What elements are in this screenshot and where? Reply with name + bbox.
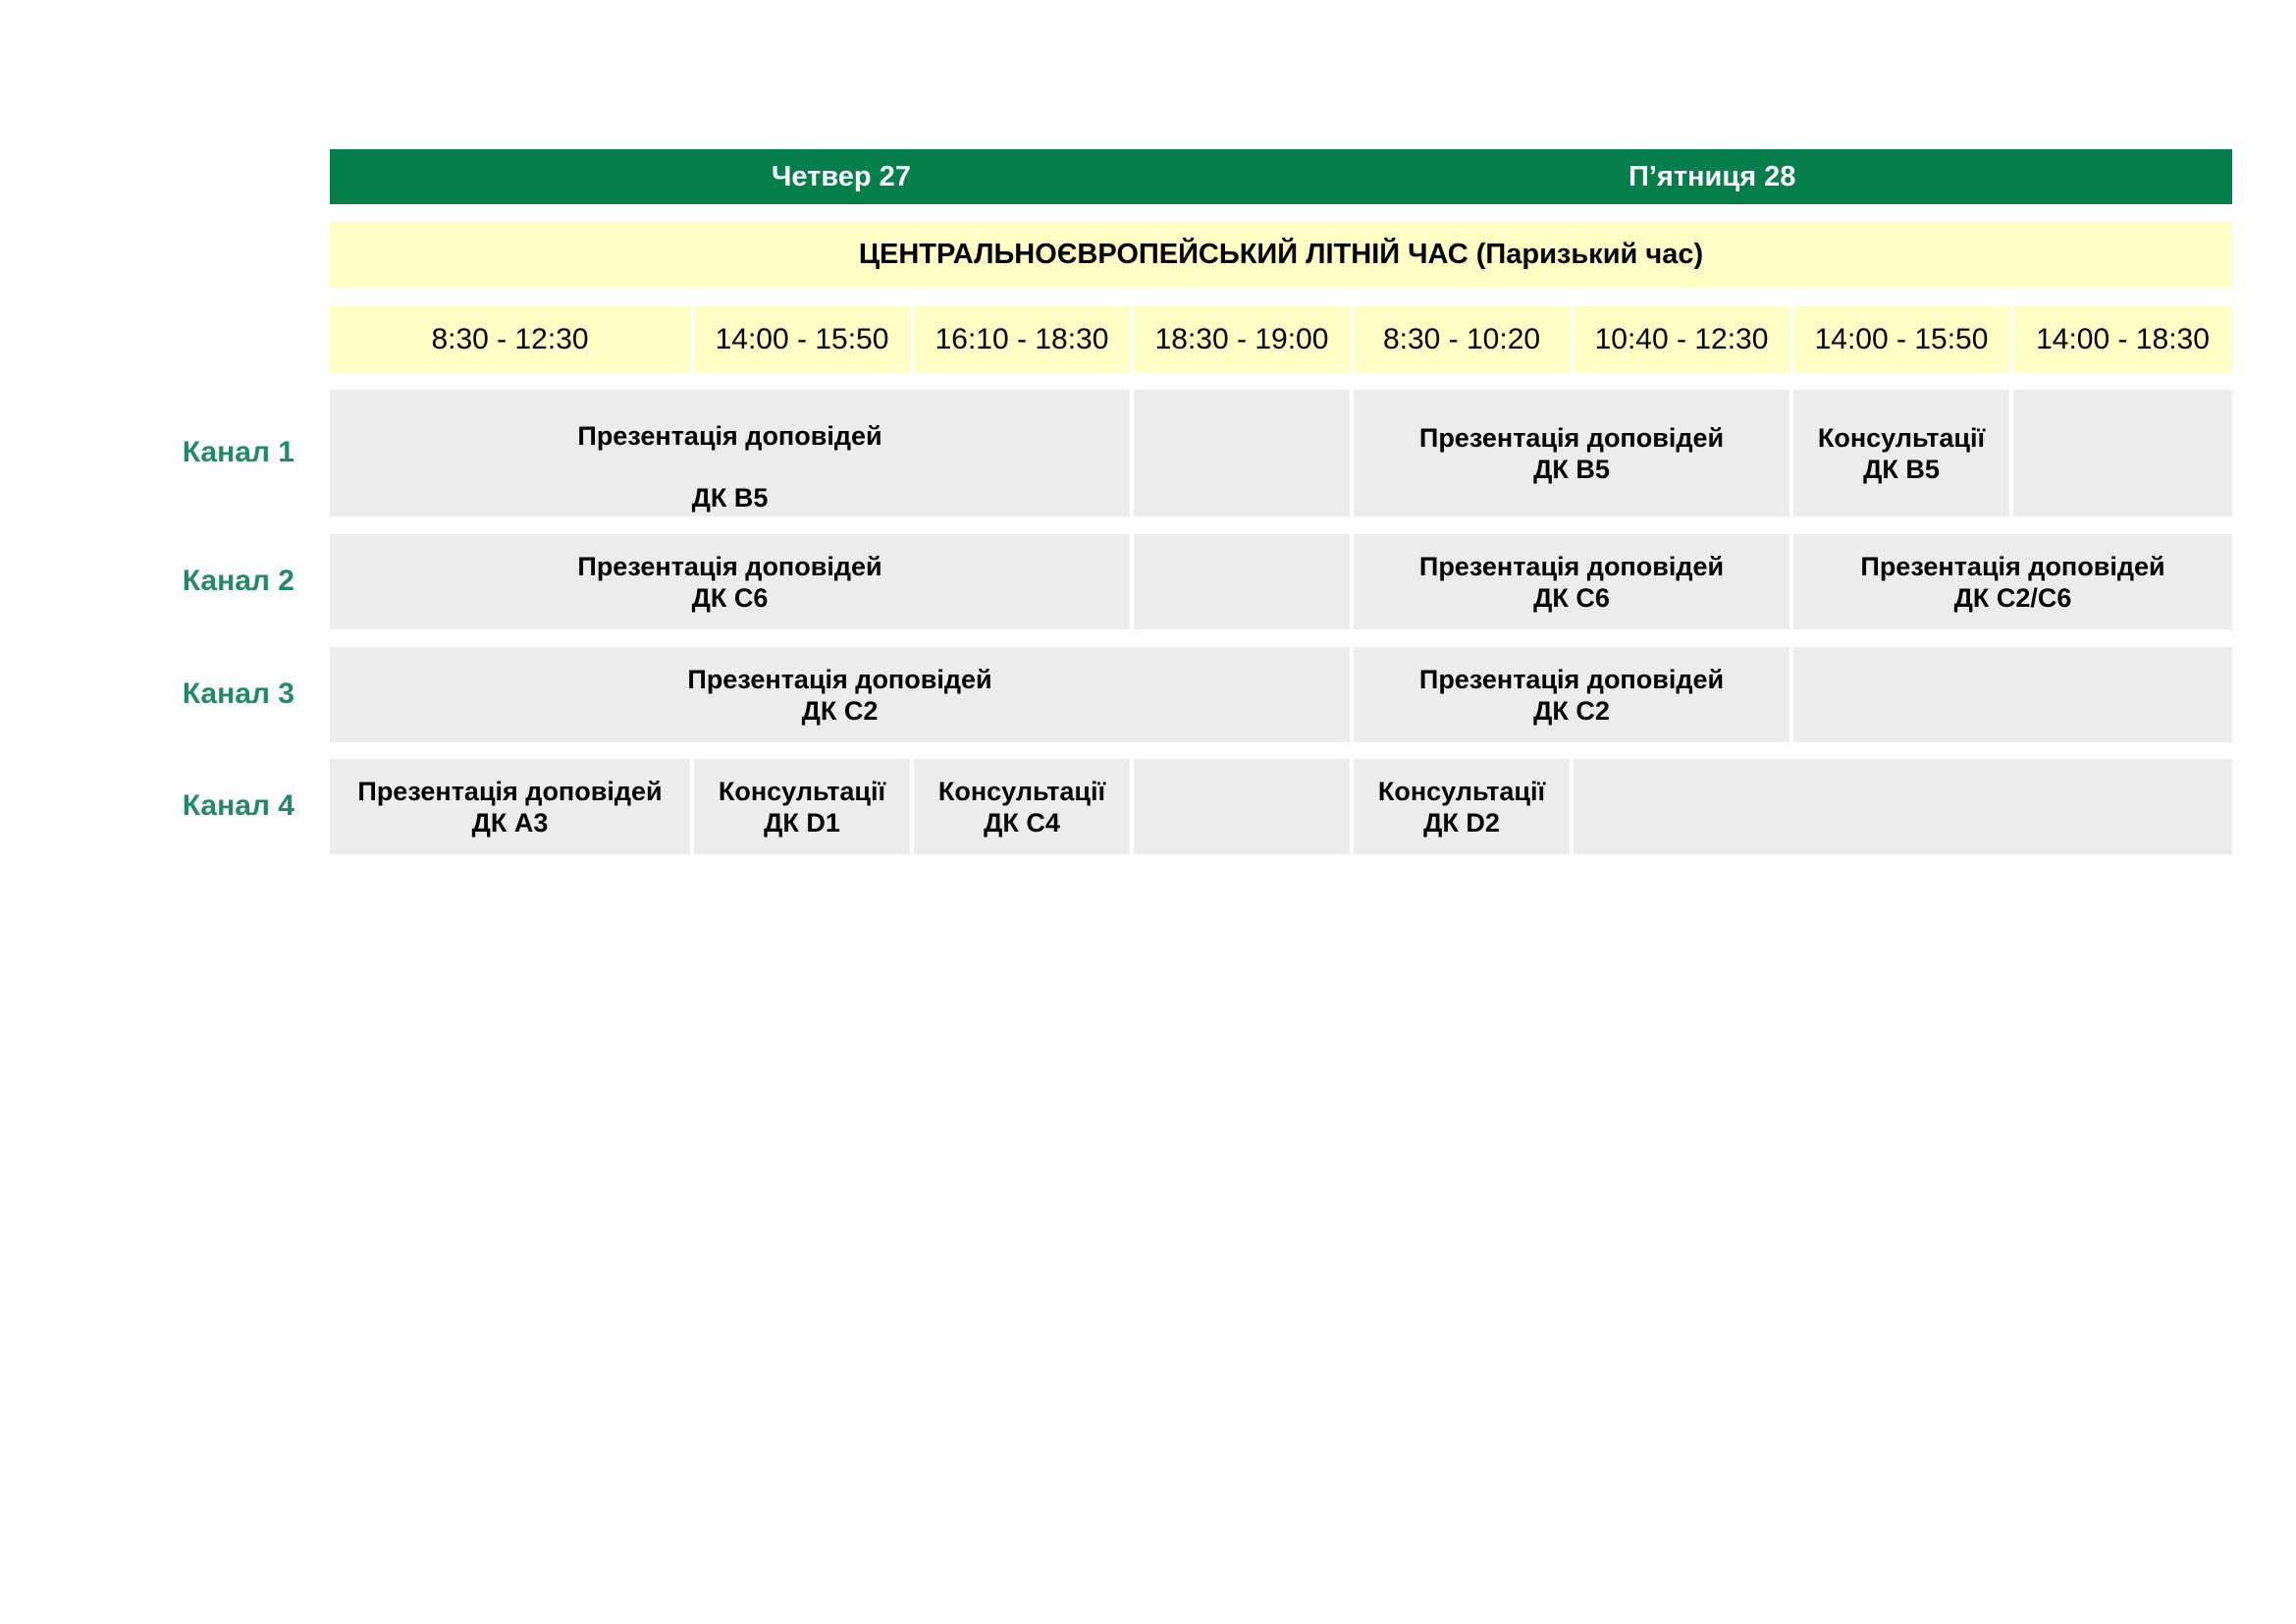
empty-cell xyxy=(1574,759,2232,854)
session-cell xyxy=(1793,390,2009,516)
session-room: ДК A3 xyxy=(471,807,549,838)
session-text xyxy=(577,406,881,529)
session-room: ДК B5 xyxy=(691,483,769,513)
session-title: Презентація доповідей xyxy=(1418,551,1725,581)
time-slot: 16:10 - 18:30 xyxy=(914,306,1130,372)
session-text xyxy=(1818,422,1985,485)
session-title: Презентація доповідей xyxy=(577,551,882,581)
session-cell xyxy=(1354,534,1789,629)
time-slot: 18:30 - 19:00 xyxy=(1134,306,1350,372)
session-text xyxy=(1860,551,2164,614)
session-title: Презентація доповідей xyxy=(577,421,882,451)
session-text xyxy=(577,551,881,614)
session-room: ДК C6 xyxy=(691,582,769,613)
session-cell xyxy=(330,759,690,854)
session-room: ДК C2/C6 xyxy=(1953,582,2072,613)
session-cell xyxy=(694,759,910,854)
session-room: ДК D2 xyxy=(1423,807,1500,838)
session-cell xyxy=(1354,390,1789,516)
session-cell xyxy=(330,534,1130,629)
empty-cell xyxy=(1134,534,1350,629)
session-cell xyxy=(330,647,1350,742)
time-slot: 14:00 - 18:30 xyxy=(2013,306,2232,372)
session-text xyxy=(1419,551,1724,614)
empty-cell xyxy=(1134,390,1350,516)
session-title: Презентація доповідей xyxy=(1418,664,1725,694)
day-friday-label: П’ятниця 28 xyxy=(1629,161,1796,192)
channel-label-1: Канал 1 xyxy=(182,436,294,468)
session-title: Презентація доповідей xyxy=(1418,422,1725,453)
session-room: ДК C2 xyxy=(801,695,879,726)
channel-label-3: Канал 3 xyxy=(182,677,294,710)
session-text xyxy=(719,776,885,839)
session-room: ДК C6 xyxy=(1533,582,1610,613)
session-title: Консультації xyxy=(718,776,886,806)
session-text xyxy=(1378,776,1545,839)
session-cell xyxy=(914,759,1130,854)
empty-cell xyxy=(1793,647,2232,742)
channel-label-2: Канал 2 xyxy=(182,565,294,597)
session-room: ДК B5 xyxy=(1533,454,1610,484)
session-text xyxy=(938,776,1105,839)
session-cell xyxy=(1354,759,1570,854)
empty-cell xyxy=(2013,390,2232,516)
session-text xyxy=(1419,664,1724,727)
timezone-banner: ЦЕНТРАЛЬНОЄВРОПЕЙСЬКИЙ ЛІТНІЙ ЧАС (Паризький час) xyxy=(330,221,2232,288)
time-slot: 14:00 - 15:50 xyxy=(1793,306,2009,372)
session-title: Презентація доповідей xyxy=(1860,551,2165,581)
session-room: ДК D1 xyxy=(764,807,840,838)
time-slot: 10:40 - 12:30 xyxy=(1574,306,1789,372)
time-slot: 8:30 - 12:30 xyxy=(330,306,690,372)
time-slot: 8:30 - 10:20 xyxy=(1354,306,1570,372)
session-cell xyxy=(1354,647,1789,742)
session-text xyxy=(1419,422,1724,485)
session-title: Презентація доповідей xyxy=(357,776,663,806)
day-header-bar xyxy=(330,149,2232,204)
session-title: Презентація доповідей xyxy=(687,664,992,694)
session-text xyxy=(687,664,991,727)
session-title: Консультації xyxy=(1817,422,1986,453)
session-title: Консультації xyxy=(1377,776,1546,806)
session-room: ДК C2 xyxy=(1533,695,1610,726)
empty-cell xyxy=(1134,759,1350,854)
channel-label-4: Канал 4 xyxy=(182,789,294,822)
session-text xyxy=(357,776,662,839)
day-thursday-label: Четвер 27 xyxy=(772,161,911,192)
session-room: ДК B5 xyxy=(1863,454,1940,484)
session-cell xyxy=(1793,534,2232,629)
time-slot: 14:00 - 15:50 xyxy=(694,306,910,372)
session-cell xyxy=(330,390,1130,516)
session-title: Консультації xyxy=(937,776,1106,806)
session-room: ДК C4 xyxy=(984,807,1060,838)
